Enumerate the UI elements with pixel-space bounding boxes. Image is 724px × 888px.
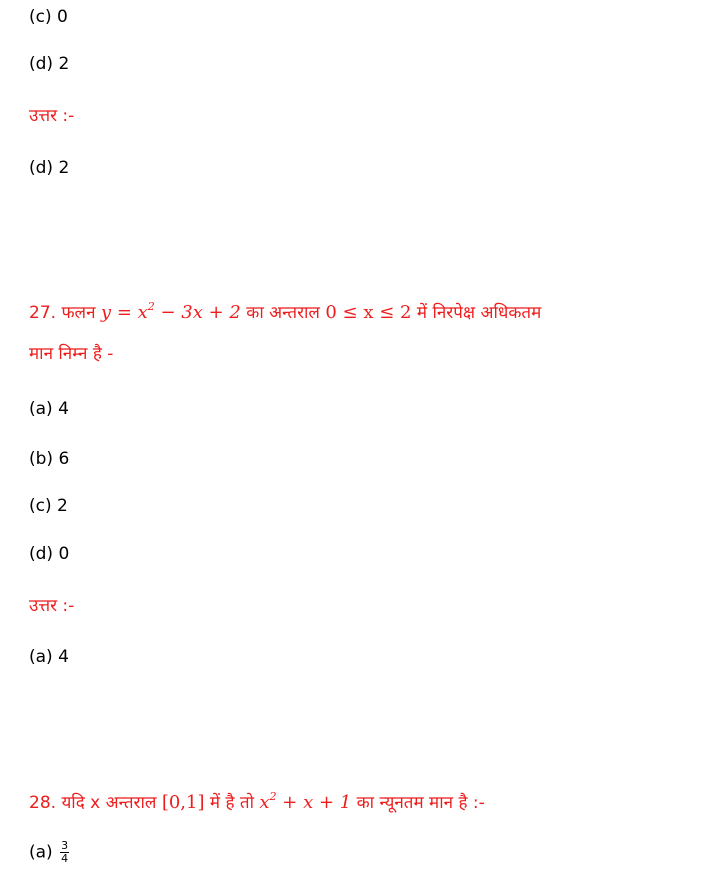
q28-question-prefix: 28. यदि x अन्तराल	[29, 793, 162, 813]
q27-question-line2: मान निम्न है -	[29, 344, 114, 364]
q27-question-line1	[29, 301, 541, 325]
q27-option-c: (c) 2	[29, 496, 68, 516]
q27-option-d: (d) 0	[29, 544, 70, 564]
q28-interval: [0,1]	[161, 792, 205, 813]
q28-question-suffix: का न्यूनतम मान है :-	[351, 793, 485, 813]
q26-option-d: (d) 2	[29, 54, 70, 74]
q26-answer-label: उत्तर :-	[29, 106, 75, 126]
q27-interval: 0 ≤ x ≤ 2	[325, 302, 412, 323]
q27-answer-label: उत्तर :-	[29, 596, 75, 616]
q27-answer: (a) 4	[29, 647, 69, 667]
q26-answer: (d) 2	[29, 158, 70, 178]
q27-option-b: (b) 6	[29, 449, 70, 469]
q27-question-prefix: 27. फलन	[29, 303, 101, 323]
q27-function-expr: $y = x^2 - 3x + 2$	[100, 300, 241, 323]
q28-option-a-fraction: $\frac{3}{4}$	[61, 839, 69, 865]
q27-question-mid: का अन्तराल	[240, 303, 326, 323]
q27-option-a: (a) 4	[29, 399, 69, 419]
q28-option-a-label: (a)	[29, 842, 59, 863]
q26-option-c: (c) 0	[29, 7, 68, 27]
q28-question-mid: में है तो	[204, 793, 260, 813]
q28-option-a	[29, 840, 69, 865]
q28-expression: $x^2 + x + 1$	[259, 790, 352, 813]
q28-question	[29, 791, 485, 815]
q27-question-suffix: में निरपेक्ष अधिकतम	[411, 303, 542, 323]
